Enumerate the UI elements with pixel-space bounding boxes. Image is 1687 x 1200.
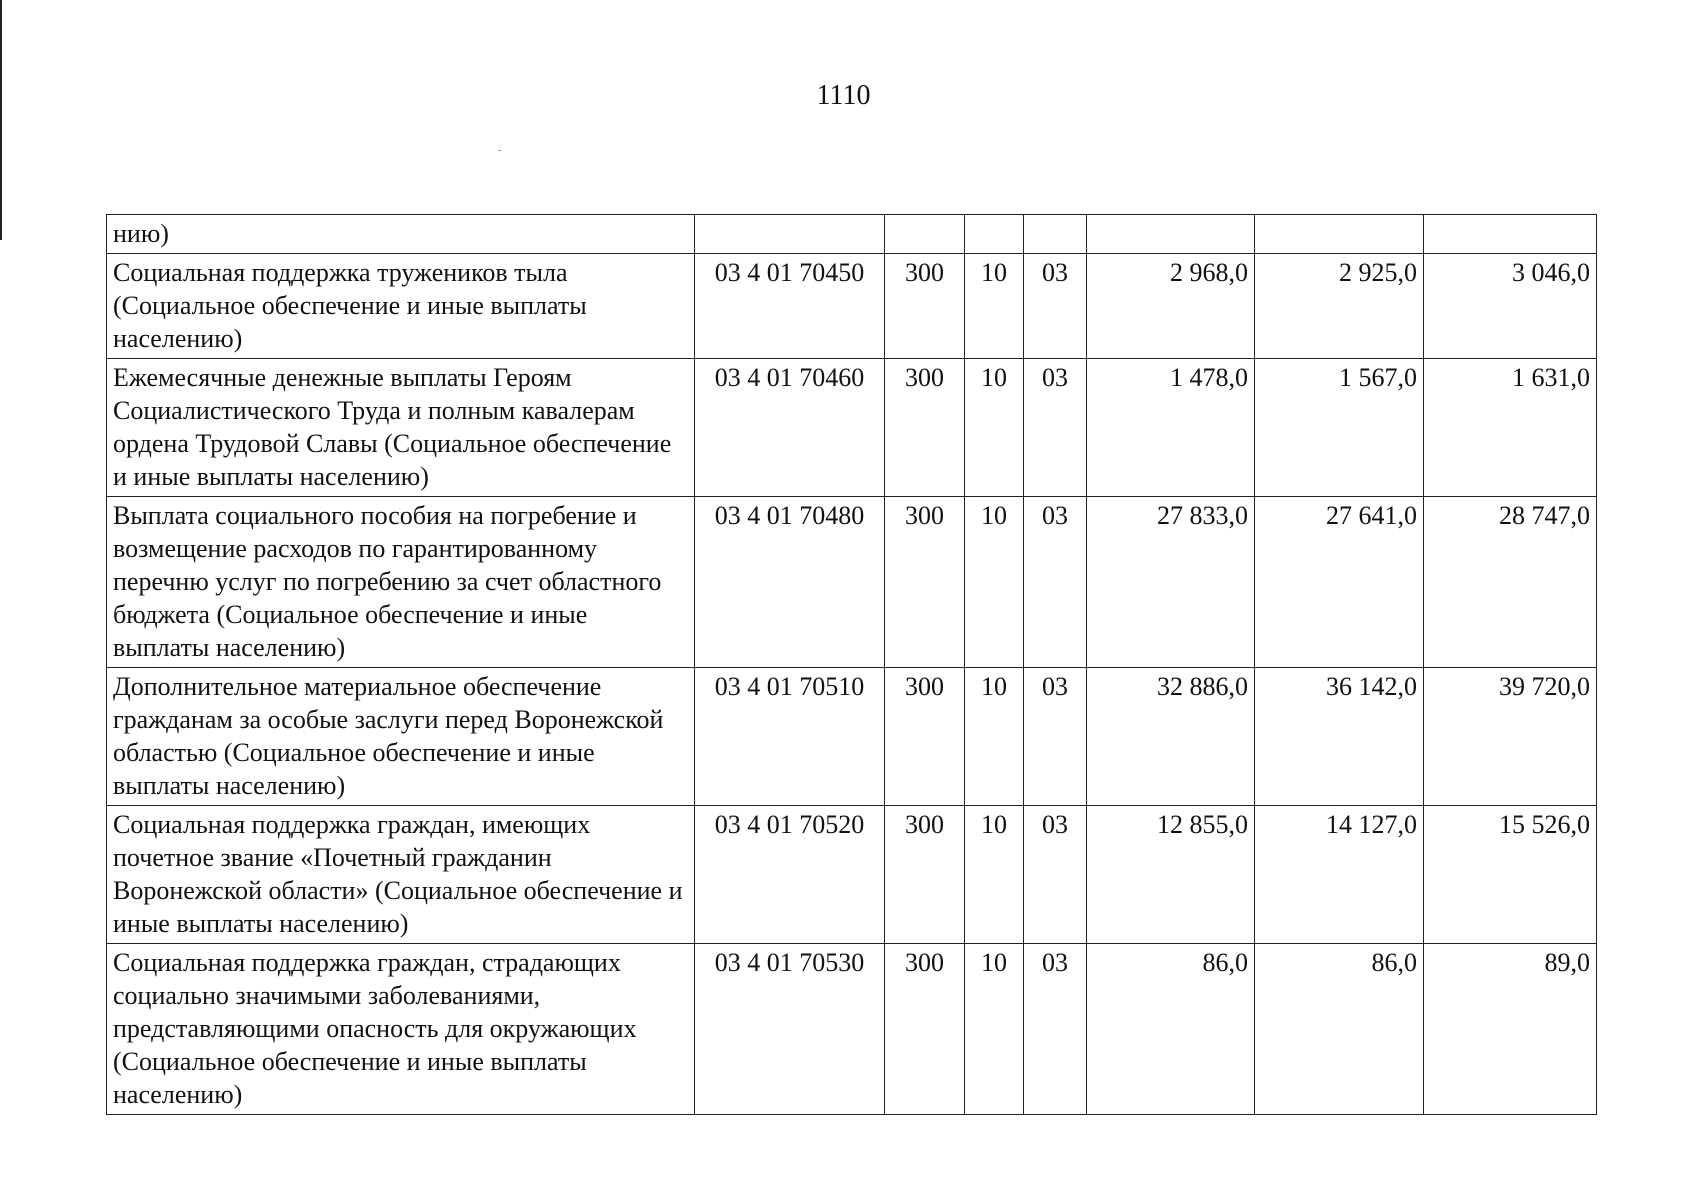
section-cell: 10 — [965, 806, 1024, 944]
target-code-cell: 03 4 01 70530 — [695, 944, 885, 1115]
subsection-cell: 03 — [1024, 254, 1087, 359]
row-name-cell: Выплата социального пособия на погребение и возмещение расходов по гарантированному перечню услуг по погребению за счет областного бюджета (Социальное обеспечение и иные выплаты населению) — [107, 497, 695, 668]
row-name-cell: Социальная поддержка тружеников тыла (Социальное обеспечение и иные выплаты населению) — [107, 254, 695, 359]
row-name-cell: Социальная поддержка граждан, страдающих социально значимыми заболеваниями, представляющими опасность для окружающих (Социальное обеспечение и иные выплаты населению) — [107, 944, 695, 1115]
expense-type-cell: 300 — [885, 254, 965, 359]
amount-cell-3: 1 631,0 — [1424, 359, 1597, 497]
amount-cell-1: 86,0 — [1087, 944, 1255, 1115]
amount-cell-3: 39 720,0 — [1424, 668, 1597, 806]
section-cell — [965, 215, 1024, 254]
expense-type-cell: 300 — [885, 944, 965, 1115]
amount-cell-2: 27 641,0 — [1255, 497, 1424, 668]
subsection-cell: 03 — [1024, 806, 1087, 944]
amount-cell-2: 1 567,0 — [1255, 359, 1424, 497]
row-name-cell: Ежемесячные денежные выплаты Героям Социалистического Труда и полным кавалерам ордена Трудовой Славы (Социальное обеспечение и иные выплаты населению) — [107, 359, 695, 497]
amount-cell-2: 2 925,0 — [1255, 254, 1424, 359]
amount-cell-3: 89,0 — [1424, 944, 1597, 1115]
amount-cell-3 — [1424, 215, 1597, 254]
amount-cell-3: 28 747,0 — [1424, 497, 1597, 668]
page-edge-rule — [0, 0, 2, 240]
amount-cell-1: 1 478,0 — [1087, 359, 1255, 497]
subsection-cell: 03 — [1024, 668, 1087, 806]
subsection-cell — [1024, 215, 1087, 254]
target-code-cell: 03 4 01 70510 — [695, 668, 885, 806]
target-code-cell — [695, 215, 885, 254]
amount-cell-1: 27 833,0 — [1087, 497, 1255, 668]
page-number: 1110 — [816, 80, 871, 111]
row-name-cell: нию) — [107, 215, 695, 254]
row-name-cell: Дополнительное материальное обеспечение гражданам за особые заслуги перед Воронежской областью (Социальное обеспечение и иные выплаты населению) — [107, 668, 695, 806]
amount-cell-1: 32 886,0 — [1087, 668, 1255, 806]
target-code-cell: 03 4 01 70480 — [695, 497, 885, 668]
amount-cell-2: 86,0 — [1255, 944, 1424, 1115]
budget-table — [106, 214, 1597, 1115]
section-cell: 10 — [965, 944, 1024, 1115]
target-code-cell: 03 4 01 70460 — [695, 359, 885, 497]
table-row — [107, 944, 1597, 1115]
expense-type-cell: 300 — [885, 668, 965, 806]
table-row — [107, 497, 1597, 668]
table-row — [107, 668, 1597, 806]
expense-type-cell: 300 — [885, 497, 965, 668]
section-cell: 10 — [965, 254, 1024, 359]
subsection-cell: 03 — [1024, 944, 1087, 1115]
scan-speck — [498, 150, 501, 151]
subsection-cell: 03 — [1024, 497, 1087, 668]
expense-type-cell: 300 — [885, 806, 965, 944]
amount-cell-3: 15 526,0 — [1424, 806, 1597, 944]
table-row — [107, 806, 1597, 944]
section-cell: 10 — [965, 668, 1024, 806]
amount-cell-1 — [1087, 215, 1255, 254]
table-row — [107, 254, 1597, 359]
amount-cell-2: 36 142,0 — [1255, 668, 1424, 806]
amount-cell-2: 14 127,0 — [1255, 806, 1424, 944]
amount-cell-1: 12 855,0 — [1087, 806, 1255, 944]
amount-cell-3: 3 046,0 — [1424, 254, 1597, 359]
subsection-cell: 03 — [1024, 359, 1087, 497]
amount-cell-1: 2 968,0 — [1087, 254, 1255, 359]
expense-type-cell — [885, 215, 965, 254]
target-code-cell: 03 4 01 70520 — [695, 806, 885, 944]
target-code-cell: 03 4 01 70450 — [695, 254, 885, 359]
amount-cell-2 — [1255, 215, 1424, 254]
row-name-cell: Социальная поддержка граждан, имеющих почетное звание «Почетный гражданин Воронежской области» (Социальное обеспечение и иные выплаты населению) — [107, 806, 695, 944]
section-cell: 10 — [965, 497, 1024, 668]
section-cell: 10 — [965, 359, 1024, 497]
table-row — [107, 359, 1597, 497]
expense-type-cell: 300 — [885, 359, 965, 497]
table-row — [107, 215, 1597, 254]
